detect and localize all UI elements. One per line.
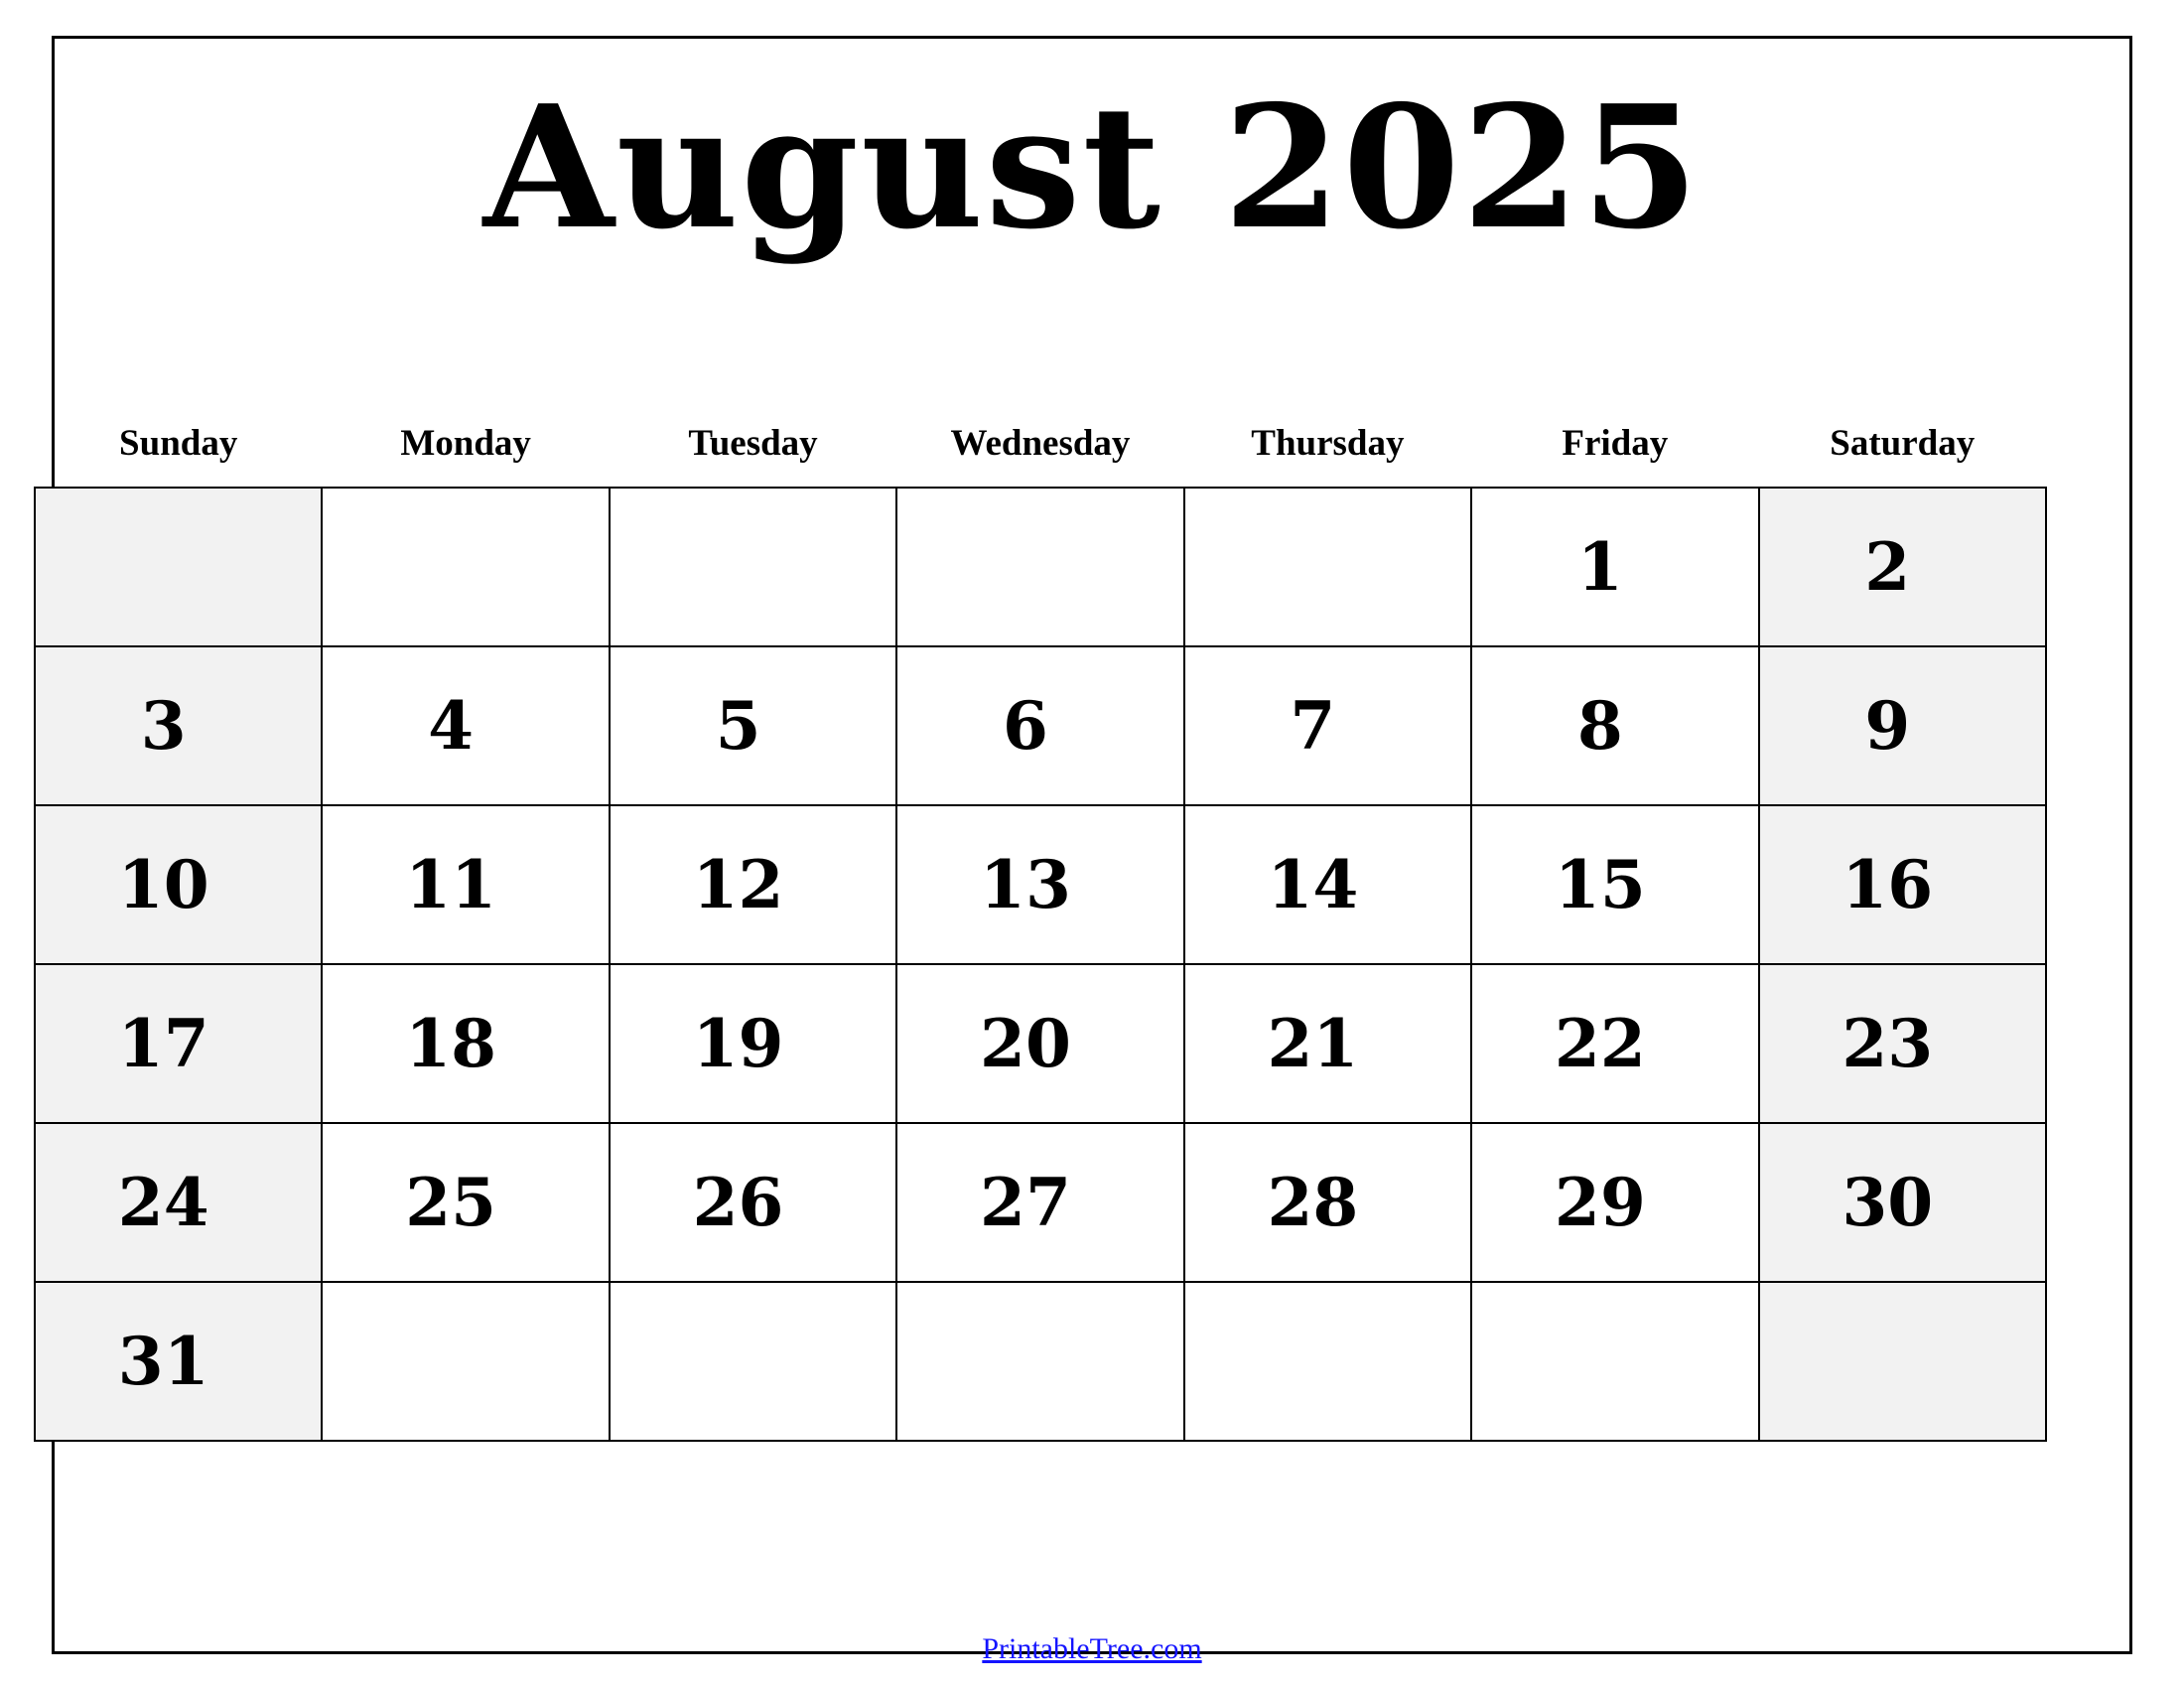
weekday-header-saturday: Saturday bbox=[1830, 423, 1976, 464]
footer-link[interactable]: PrintableTree.com bbox=[982, 1632, 1202, 1665]
day-number: 9 bbox=[1864, 687, 1911, 765]
page-title: August 2025 bbox=[482, 69, 1702, 267]
calendar-week-row bbox=[35, 488, 2046, 646]
day-number: 5 bbox=[715, 687, 761, 765]
day-cell[interactable] bbox=[896, 805, 1183, 964]
day-cell[interactable] bbox=[1471, 646, 1758, 805]
day-number: 28 bbox=[1267, 1164, 1359, 1241]
day-number: 22 bbox=[1554, 1005, 1646, 1082]
weekday-header-monday: Monday bbox=[400, 423, 531, 464]
day-cell[interactable] bbox=[896, 1123, 1183, 1282]
day-cell[interactable] bbox=[1759, 646, 2046, 805]
day-cell[interactable] bbox=[1184, 964, 1471, 1123]
day-cell[interactable] bbox=[1759, 1282, 2046, 1441]
weekday-header-wednesday: Wednesday bbox=[950, 423, 1131, 464]
calendar-week-row bbox=[35, 805, 2046, 964]
calendar-week-row bbox=[35, 646, 2046, 805]
day-number: 29 bbox=[1554, 1164, 1646, 1241]
day-cell[interactable] bbox=[322, 488, 609, 646]
day-number: 21 bbox=[1267, 1005, 1359, 1082]
day-cell[interactable] bbox=[1471, 1282, 1758, 1441]
day-cell[interactable] bbox=[1184, 1282, 1471, 1441]
day-number: 7 bbox=[1290, 687, 1336, 765]
calendar-week-row bbox=[35, 1282, 2046, 1441]
day-cell[interactable] bbox=[896, 1282, 1183, 1441]
day-number: 16 bbox=[1842, 846, 1934, 923]
calendar-week-row bbox=[35, 964, 2046, 1123]
day-number: 27 bbox=[980, 1164, 1071, 1241]
calendar-table bbox=[34, 417, 2047, 1442]
weekday-header-sunday: Sunday bbox=[119, 423, 238, 464]
calendar-grid-wrapper bbox=[34, 417, 2047, 1442]
day-number: 25 bbox=[405, 1164, 497, 1241]
day-number: 1 bbox=[1576, 528, 1623, 606]
day-cell[interactable] bbox=[35, 1123, 322, 1282]
day-cell[interactable] bbox=[1471, 805, 1758, 964]
calendar-week-row bbox=[35, 1123, 2046, 1282]
day-cell[interactable] bbox=[1759, 805, 2046, 964]
day-number: 23 bbox=[1842, 1005, 1934, 1082]
footer bbox=[0, 1632, 2184, 1666]
day-number: 2 bbox=[1864, 528, 1911, 606]
day-number: 14 bbox=[1267, 846, 1359, 923]
day-cell[interactable] bbox=[610, 646, 896, 805]
day-number: 10 bbox=[117, 846, 209, 923]
day-cell[interactable] bbox=[35, 1282, 322, 1441]
day-number: 4 bbox=[428, 687, 475, 765]
weekday-header-thursday: Thursday bbox=[1251, 423, 1405, 464]
day-cell[interactable] bbox=[610, 1123, 896, 1282]
day-number: 31 bbox=[117, 1323, 209, 1400]
day-cell[interactable] bbox=[896, 488, 1183, 646]
day-number: 8 bbox=[1576, 687, 1623, 765]
day-number: 17 bbox=[117, 1005, 209, 1082]
day-cell[interactable] bbox=[610, 1282, 896, 1441]
day-cell[interactable] bbox=[610, 964, 896, 1123]
weekday-header-friday: Friday bbox=[1562, 423, 1669, 464]
day-cell[interactable] bbox=[1759, 488, 2046, 646]
day-number: 20 bbox=[980, 1005, 1071, 1082]
day-number: 26 bbox=[692, 1164, 784, 1241]
day-cell[interactable] bbox=[35, 805, 322, 964]
day-cell[interactable] bbox=[1184, 488, 1471, 646]
calendar-header-row bbox=[35, 417, 2046, 488]
day-cell[interactable] bbox=[610, 488, 896, 646]
day-cell[interactable] bbox=[1471, 1123, 1758, 1282]
day-cell[interactable] bbox=[1471, 488, 1758, 646]
day-cell[interactable] bbox=[1184, 805, 1471, 964]
day-cell[interactable] bbox=[35, 964, 322, 1123]
day-number: 3 bbox=[140, 687, 187, 765]
day-cell[interactable] bbox=[610, 805, 896, 964]
day-cell[interactable] bbox=[322, 1282, 609, 1441]
day-cell[interactable] bbox=[1759, 964, 2046, 1123]
day-number: 13 bbox=[980, 846, 1071, 923]
day-cell[interactable] bbox=[35, 488, 322, 646]
day-cell[interactable] bbox=[1184, 646, 1471, 805]
calendar-body bbox=[35, 488, 2046, 1441]
day-cell[interactable] bbox=[1184, 1123, 1471, 1282]
day-cell[interactable] bbox=[896, 646, 1183, 805]
day-number: 18 bbox=[405, 1005, 497, 1082]
day-number: 19 bbox=[692, 1005, 784, 1082]
day-number: 12 bbox=[692, 846, 784, 923]
day-cell[interactable] bbox=[896, 964, 1183, 1123]
weekday-header-tuesday: Tuesday bbox=[688, 423, 818, 464]
day-number: 6 bbox=[1003, 687, 1048, 765]
day-cell[interactable] bbox=[1471, 964, 1758, 1123]
day-cell[interactable] bbox=[35, 646, 322, 805]
day-number: 24 bbox=[117, 1164, 209, 1241]
day-cell[interactable] bbox=[1759, 1123, 2046, 1282]
day-number: 15 bbox=[1554, 846, 1646, 923]
day-cell[interactable] bbox=[322, 805, 609, 964]
day-number: 30 bbox=[1842, 1164, 1934, 1241]
day-number: 11 bbox=[405, 846, 497, 923]
day-cell[interactable] bbox=[322, 646, 609, 805]
day-cell[interactable] bbox=[322, 964, 609, 1123]
day-cell[interactable] bbox=[322, 1123, 609, 1282]
